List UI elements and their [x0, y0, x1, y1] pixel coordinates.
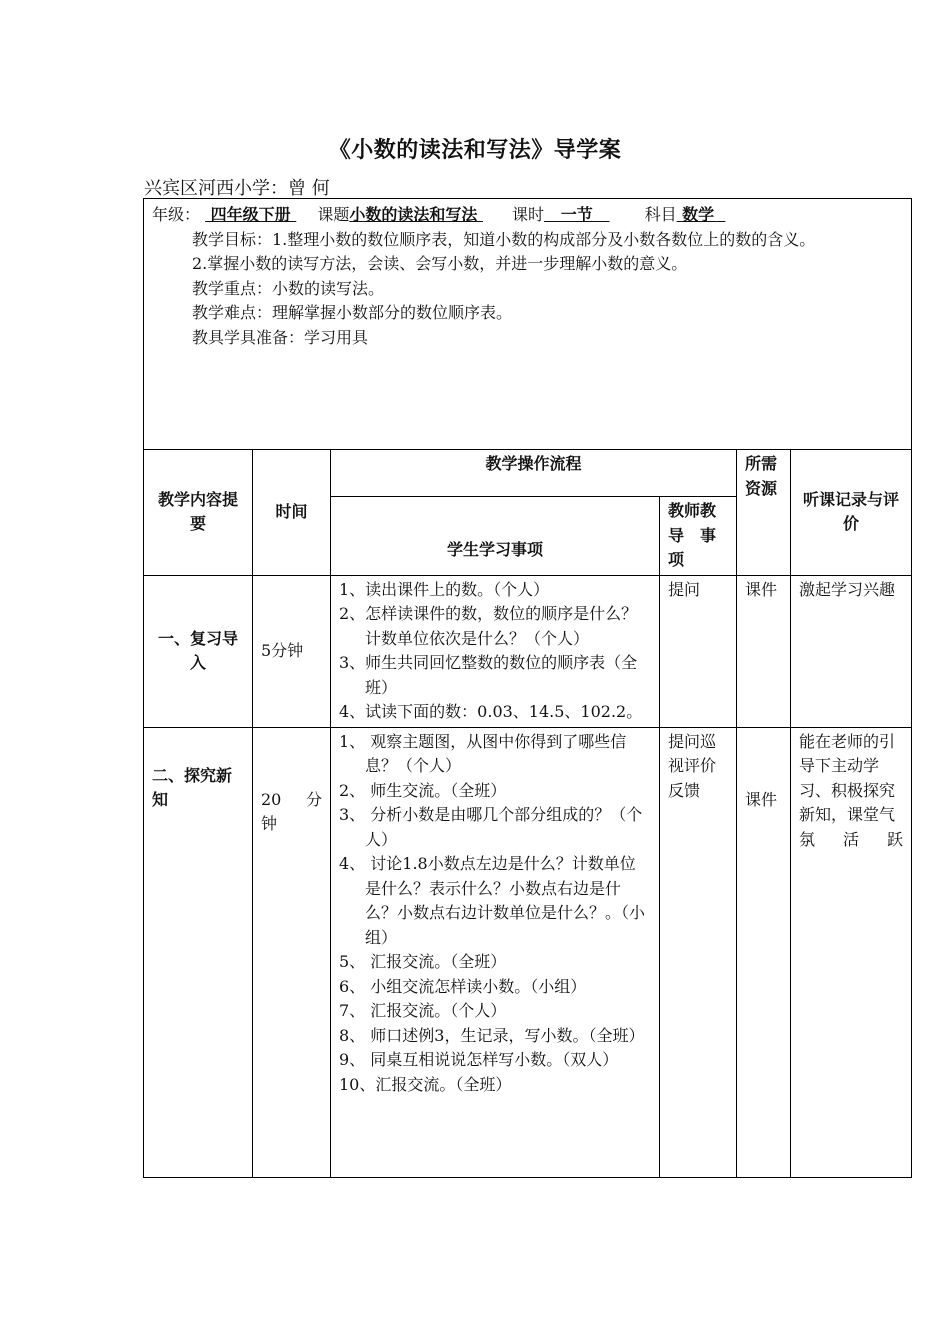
- key-point: 教学重点：小数的读写法。: [192, 278, 385, 298]
- header-teacher: 教师教导 事项: [660, 497, 737, 576]
- teacher-items: 提问巡视评价反馈: [660, 727, 737, 1177]
- section-time: 5分钟: [253, 575, 331, 727]
- list-item: 3、师生共同回忆整数的数位的顺序表（全班）: [339, 653, 638, 697]
- period-value: 一节: [544, 205, 610, 224]
- grade-value: 四年级下册: [205, 205, 297, 224]
- list-item: 1、读出课件上的数。（个人）: [339, 579, 550, 599]
- topic-value: 小数的读法和写法: [349, 205, 483, 224]
- subject-label: 科目: [644, 205, 677, 224]
- list-item: 2、怎样读课件的数，数位的顺序是什么？计数单位依次是什么？（个人）: [339, 604, 638, 648]
- teacher-items: 提问: [660, 575, 737, 727]
- table-row: [144, 727, 912, 1177]
- topic-label: 课题: [317, 205, 350, 224]
- table-row: [144, 575, 912, 727]
- lesson-info-cell: [144, 199, 912, 450]
- list-item: 4、试读下面的数：0.03、14.5、102.2。: [339, 702, 643, 721]
- header-content: 教学内容提要: [144, 450, 253, 576]
- goal-2: 2.掌握小数的读写方法，会读、会写小数，并进一步理解小数的意义。: [192, 254, 688, 273]
- difficulty: 教学难点：理解掌握小数部分的数位顺序表。: [192, 303, 513, 322]
- info-row: [144, 199, 912, 450]
- header-process: 教学操作流程: [331, 450, 737, 497]
- evaluation: 激起学习兴趣: [791, 575, 912, 727]
- list-item: 10、汇报交流。（全班）: [339, 1074, 512, 1094]
- resource: 课件: [737, 575, 791, 727]
- materials: 教具学具准备：学习用具: [192, 327, 369, 347]
- list-item: 7、 汇报交流。（个人）: [339, 1001, 507, 1020]
- header-resources: 所需资源: [737, 450, 791, 576]
- student-items: [331, 575, 660, 727]
- list-item: 9、 同桌互相说说怎样写小数。（双人）: [339, 1050, 619, 1069]
- section-title: 二、探究新知: [144, 727, 253, 1177]
- list-item: 3、 分析小数是由哪几个部分组成的？（个人）: [339, 805, 643, 849]
- header-row-1: [144, 450, 912, 497]
- section-title: 一、复习导入: [144, 575, 253, 727]
- author-line: 兴宾区河西小学：曾 何: [144, 178, 330, 199]
- student-items: [331, 727, 660, 1177]
- document-title: 《小数的读法和写法》导学案: [328, 138, 622, 163]
- list-item: 4、 讨论1.8小数点左边是什么？计数单位是什么？表示什么？小数点右边是什么？小数点右边计数单位是什么？。（小组）: [339, 854, 646, 947]
- period-label: 课时: [512, 205, 545, 224]
- list-item: 1、 观察主题图，从图中你得到了哪些信息？（个人）: [339, 731, 627, 775]
- header-student: 学生学习事项: [331, 497, 660, 576]
- list-item: 8、 师口述例3，生记录，写小数。（全班）: [339, 1025, 645, 1045]
- header-time: 时间: [253, 450, 331, 576]
- subject-value: 数学: [676, 205, 726, 224]
- resource: 课件: [737, 727, 791, 1177]
- lesson-meta-line: [152, 203, 903, 228]
- list-item: 2、 师生交流。（全班）: [339, 780, 507, 800]
- evaluation: 能在老师的引导下主动学习、积极探究新知，课堂气氛活跃: [791, 727, 912, 1177]
- goal-1: 教学目标：1.整理小数的数位顺序表，知道小数的构成部分及小数各数位上的数的含义。: [192, 229, 816, 249]
- lesson-plan-table: [143, 198, 912, 1178]
- list-item: 6、 小组交流怎样读小数。（小组）: [339, 976, 587, 996]
- grade-label: 年级：: [152, 205, 201, 224]
- section-time: 20 分钟: [253, 727, 331, 1177]
- list-item: 5、 汇报交流。（全班）: [339, 952, 507, 971]
- header-evaluation: 听课记录与评价: [791, 450, 912, 576]
